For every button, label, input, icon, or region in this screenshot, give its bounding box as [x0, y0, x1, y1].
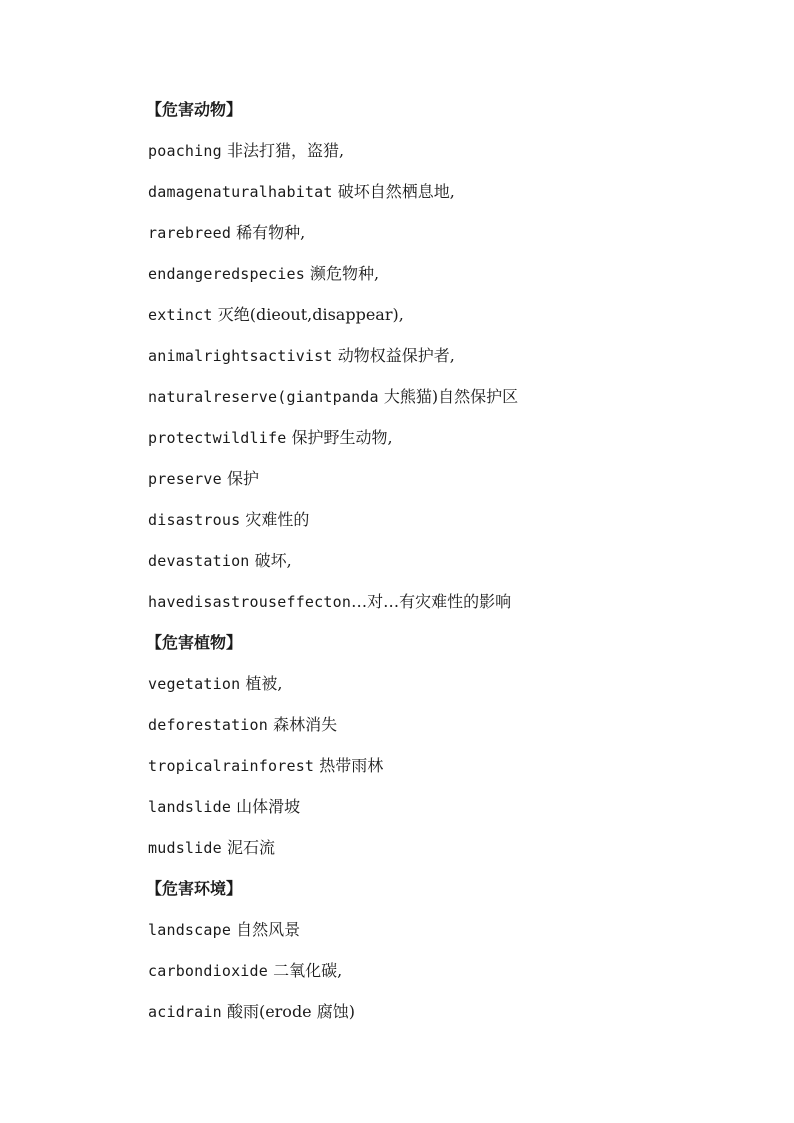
entry-term: disastrous — [148, 511, 241, 529]
entry-gloss: 山体滑坡 — [231, 797, 301, 816]
vocab-entry — [148, 294, 748, 335]
vocab-entry — [148, 130, 748, 171]
entry-gloss: 酸雨(erode 腐蚀) — [221, 1002, 355, 1021]
entry-term: tropicalrainforest — [148, 757, 315, 775]
entry-gloss: 破坏自然栖息地, — [332, 182, 455, 201]
section-heading-plants: 【危害植物】 — [146, 633, 243, 652]
entry-term: rarebreed — [148, 224, 232, 242]
entry-term: havedisastrouseffecton — [148, 593, 352, 611]
entry-gloss: 大熊猫)自然保护区 — [378, 387, 519, 406]
entry-term: poaching — [148, 142, 222, 160]
entry-gloss: 植被, — [240, 674, 283, 693]
entry-gloss: 保护 — [221, 469, 259, 488]
entry-gloss: 濒危物种, — [304, 264, 380, 283]
entry-gloss: 灭绝(dieout,disappear), — [212, 305, 404, 324]
entry-term: landscape — [148, 921, 232, 939]
vocab-entry — [148, 499, 748, 540]
vocab-entry — [148, 663, 748, 704]
vocab-entry — [148, 786, 748, 827]
vocab-entry — [148, 212, 748, 253]
entry-term: carbondioxide — [148, 962, 268, 980]
vocabulary-list — [148, 89, 748, 1032]
vocab-entry — [148, 335, 748, 376]
entry-term: damagenaturalhabitat — [148, 183, 333, 201]
vocab-entry — [148, 581, 748, 622]
entry-term: protectwildlife — [148, 429, 287, 447]
vocab-entry — [148, 458, 748, 499]
vocab-entry — [148, 991, 748, 1032]
entry-gloss: 破坏, — [249, 551, 292, 570]
entry-term: vegetation — [148, 675, 241, 693]
vocab-entry — [148, 909, 748, 950]
entry-gloss: 泥石流 — [221, 838, 275, 857]
entry-term: mudslide — [148, 839, 222, 857]
entry-term: deforestation — [148, 716, 268, 734]
vocab-entry — [148, 704, 748, 745]
entry-term: endangeredspecies — [148, 265, 305, 283]
entry-term: animalrightsactivist — [148, 347, 333, 365]
entry-gloss: 动物权益保护者, — [332, 346, 455, 365]
entry-term: devastation — [148, 552, 250, 570]
entry-term: naturalreserve(giantpanda — [148, 388, 379, 406]
entry-term: landslide — [148, 798, 232, 816]
entry-gloss: 二氧化碳, — [268, 961, 343, 980]
entry-gloss: 保护野生动物, — [286, 428, 393, 447]
entry-term: preserve — [148, 470, 222, 488]
entry-gloss: 森林消失 — [268, 715, 338, 734]
vocab-entry — [148, 376, 748, 417]
vocab-entry — [148, 745, 748, 786]
vocab-entry — [148, 540, 748, 581]
entry-gloss: 稀有物种, — [231, 223, 306, 242]
section-heading-animals: 【危害动物】 — [146, 100, 243, 119]
entry-term: acidrain — [148, 1003, 222, 1021]
entry-gloss: 非法打猎，盗猎, — [221, 141, 345, 160]
vocab-entry — [148, 171, 748, 212]
entry-gloss: 灾难性的 — [240, 510, 310, 529]
vocab-entry — [148, 417, 748, 458]
vocab-entry — [148, 253, 748, 294]
entry-term: extinct — [148, 306, 213, 324]
entry-gloss: …对…有灾难性的影响 — [351, 592, 512, 611]
vocab-entry — [148, 950, 748, 991]
entry-gloss: 热带雨林 — [314, 756, 384, 775]
section-heading-environment: 【危害环境】 — [146, 879, 243, 898]
entry-gloss: 自然风景 — [231, 920, 301, 939]
vocab-entry — [148, 827, 748, 868]
